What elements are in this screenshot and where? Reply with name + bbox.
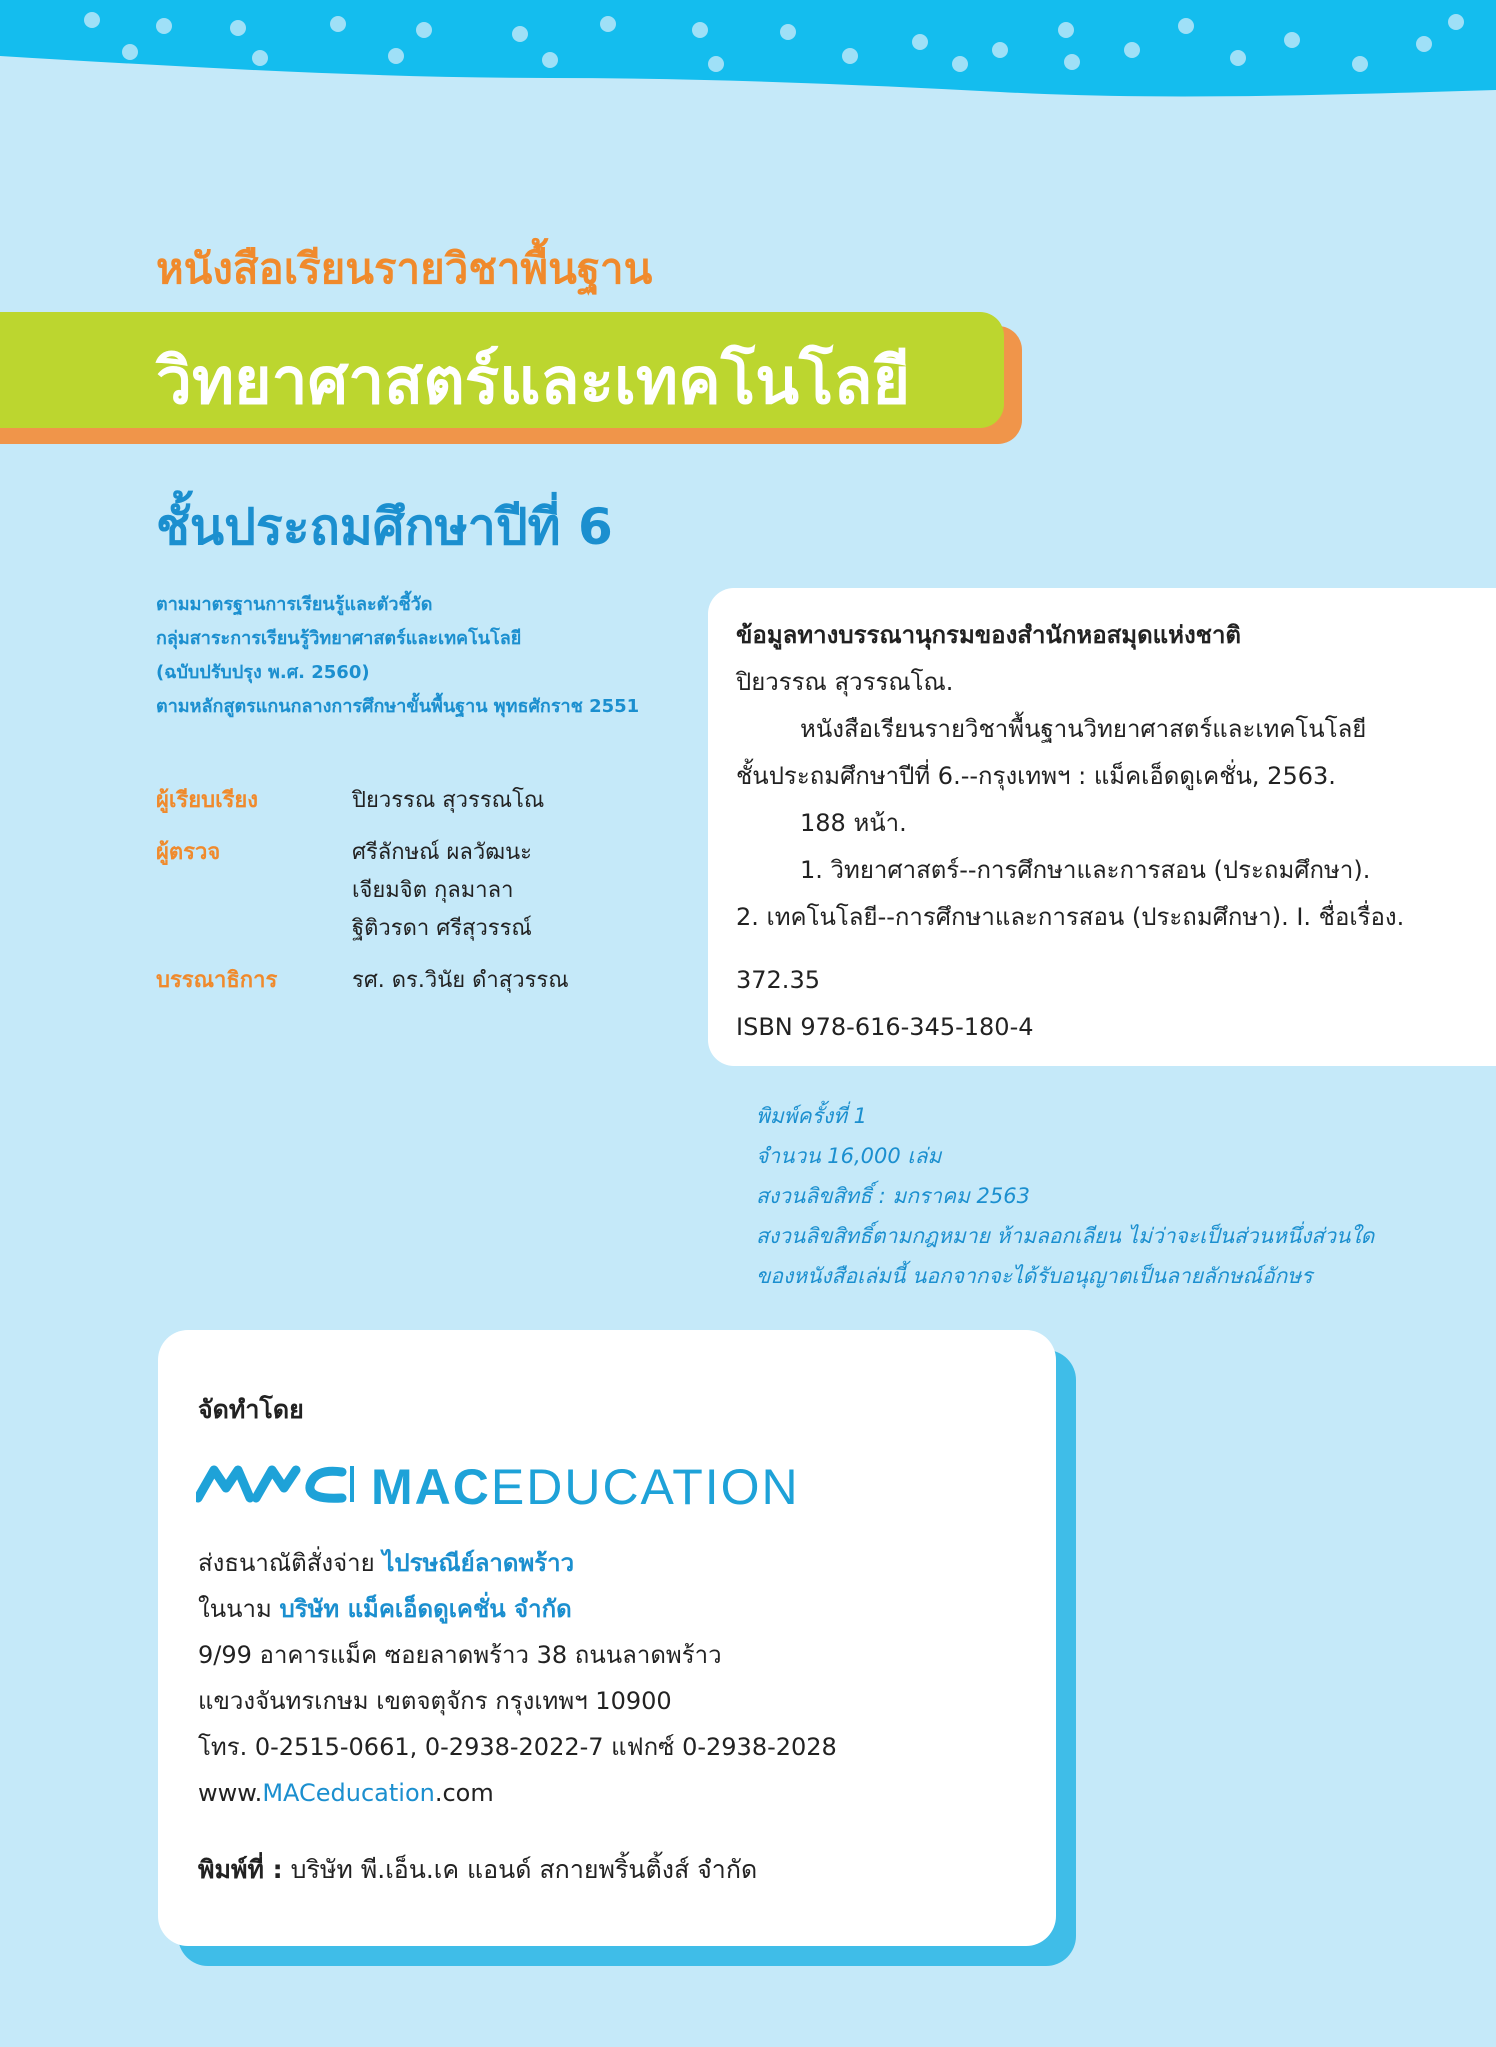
- wave-dot: [122, 44, 138, 60]
- wave-dot: [84, 12, 100, 28]
- produced-by-label: จัดทำโดย: [198, 1395, 304, 1424]
- publisher-box: [158, 1330, 1056, 1946]
- catalog-pages: 188 หน้า.: [800, 809, 907, 837]
- author-label: ผู้เรียบเรียง: [156, 788, 259, 813]
- wave-dot: [512, 26, 528, 42]
- standards-line: (ฉบับปรับปรุง พ.ศ. 2560): [156, 662, 370, 683]
- mac-education-logo: [196, 1454, 836, 1514]
- wave-dot: [542, 52, 558, 68]
- company-name: บริษัท แม็คเอ็ดดูเคชั่น จำกัด: [279, 1595, 572, 1623]
- credits: [156, 782, 716, 1014]
- phone-line: โทร. 0-2515-0661, 0-2938-2022-7 แฟกซ์ 0-2938-2028: [198, 1733, 837, 1761]
- print-info-line: สงวนลิขสิทธิ์ตามกฎหมาย ห้ามลอกเลียน ไม่ว่าจะเป็นส่วนหนึ่งส่วนใด: [756, 1224, 1375, 1248]
- wave-dot: [708, 56, 724, 72]
- library-catalog-box: [708, 588, 1496, 1066]
- wave-dot: [330, 16, 346, 32]
- wave-dot: [1448, 14, 1464, 30]
- wave-dot: [1058, 22, 1074, 38]
- wave-dot: [992, 42, 1008, 58]
- in-name-line: [198, 1586, 1018, 1632]
- address-line2: แขวงจันทรเกษม เขตจตุจักร กรุงเทพฯ 10900: [198, 1687, 672, 1715]
- money-order-prefix: ส่งธนาณัติสั่งจ่าย: [198, 1549, 375, 1577]
- author-name: ปิยวรรณ สุวรรณโณ: [352, 788, 545, 813]
- web-brand: MACeducation: [262, 1779, 435, 1807]
- in-name-prefix: ในนาม: [198, 1595, 272, 1623]
- wave-dot: [252, 50, 268, 66]
- web-prefix: www.: [198, 1779, 263, 1807]
- top-wave-decoration: [0, 0, 1496, 110]
- money-order-post: ไปรษณีย์ลาดพร้าว: [382, 1549, 575, 1577]
- printer-line: [198, 1850, 757, 1890]
- wave-dot: [692, 22, 708, 38]
- mac-logo-icon: [196, 1458, 356, 1506]
- wave-dot: [1178, 18, 1194, 34]
- logo-wordmark-bold: MAC: [371, 1459, 491, 1515]
- catalog-title-line2: ชั้นประถมศึกษาปีที่ 6.--กรุงเทพฯ : แม็คเอ็ดดูเคชั่น, 2563.: [736, 762, 1336, 790]
- catalog-title-line1: หนังสือเรียนรายวิชาพื้นฐานวิทยาศาสตร์และเทคโนโลยี: [800, 715, 1367, 743]
- editor-label: บรรณาธิการ: [156, 968, 278, 993]
- wave-dot: [416, 22, 432, 38]
- wave-dot: [600, 16, 616, 32]
- wave-dot: [1230, 50, 1246, 66]
- catalog-subject2: 2. เทคโนโลยี--การศึกษาและการสอน (ประถมศึกษา). I. ชื่อเรื่อง.: [736, 903, 1405, 931]
- logo-wordmark: [371, 1458, 800, 1516]
- wave-dot: [156, 18, 172, 34]
- catalog-isbn: ISBN 978-616-345-180-4: [736, 1013, 1034, 1041]
- print-info: [756, 1096, 1476, 1296]
- grade-level: ชั้นประถมศึกษาปีที่ 6: [156, 498, 613, 556]
- print-info-line: พิมพ์ครั้งที่ 1: [756, 1104, 867, 1128]
- standards-line: ตามมาตรฐานการเรียนรู้และตัวชี้วัด: [156, 594, 433, 615]
- wave-dot: [780, 24, 796, 40]
- credit-editor-row: [156, 962, 716, 1000]
- reviewer-label: ผู้ตรวจ: [156, 840, 221, 865]
- wave-dot: [1064, 54, 1080, 70]
- web-suffix: .com: [434, 1779, 494, 1807]
- reviewer-name: เจียมจิต กุลมาลา: [352, 878, 514, 903]
- editor-name: รศ. ดร.วินัย ดำสุวรรณ: [352, 968, 569, 993]
- wave-dot: [230, 20, 246, 36]
- wave-dot: [1416, 36, 1432, 52]
- wave-dot: [842, 48, 858, 64]
- wave-dot: [912, 34, 928, 50]
- print-info-line: จำนวน 16,000 เล่ม: [756, 1144, 942, 1168]
- book-title: วิทยาศาสตร์และเทคโนโลยี: [156, 345, 911, 419]
- publisher-address: [198, 1540, 1018, 1816]
- money-order-line: [198, 1540, 1018, 1586]
- subject-line: หนังสือเรียนรายวิชาพื้นฐาน: [156, 244, 653, 293]
- wave-dot: [1284, 32, 1300, 48]
- wave-dot: [388, 48, 404, 64]
- catalog-author: ปิยวรรณ สุวรรณโณ.: [736, 668, 954, 696]
- wave-dot: [1352, 56, 1368, 72]
- standards-line: กลุ่มสาระการเรียนรู้วิทยาศาสตร์และเทคโนโลยี: [156, 628, 522, 649]
- reviewer-name: ศรีลักษณ์ ผลวัฒนะ: [352, 840, 532, 865]
- curriculum-standards: [156, 588, 716, 724]
- logo-wordmark-light: EDUCATION: [490, 1459, 800, 1515]
- catalog-heading: ข้อมูลทางบรรณานุกรมของสำนักหอสมุดแห่งชาติ: [736, 621, 1242, 649]
- catalog-subject1: 1. วิทยาศาสตร์--การศึกษาและการสอน (ประถมศึกษา).: [800, 856, 1371, 884]
- wave-dot: [952, 56, 968, 72]
- website-link[interactable]: [198, 1770, 1018, 1816]
- standards-line: ตามหลักสูตรแกนกลางการศึกษาขั้นพื้นฐาน พุทธศักราช 2551: [156, 696, 640, 717]
- print-info-line: สงวนลิขสิทธิ์ : มกราคม 2563: [756, 1184, 1030, 1208]
- printer-label: พิมพ์ที่ :: [198, 1855, 283, 1884]
- catalog-classification: 372.35: [736, 966, 820, 994]
- wave-dot: [1124, 42, 1140, 58]
- address-line1: 9/99 อาคารแม็ค ซอยลาดพร้าว 38 ถนนลาดพร้าว: [198, 1641, 722, 1669]
- credit-reviewer-row: [156, 834, 716, 948]
- print-info-line: ของหนังสือเล่มนี้ นอกจากจะได้รับอนุญาตเป็นลายลักษณ์อักษร: [756, 1264, 1313, 1288]
- credit-author-row: [156, 782, 716, 820]
- printer-name: บริษัท พี.เอ็น.เค แอนด์ สกายพริ้นติ้งส์ จำกัด: [290, 1855, 758, 1884]
- reviewer-name: ฐิติวรดา ศรีสุวรรณ์: [352, 916, 532, 941]
